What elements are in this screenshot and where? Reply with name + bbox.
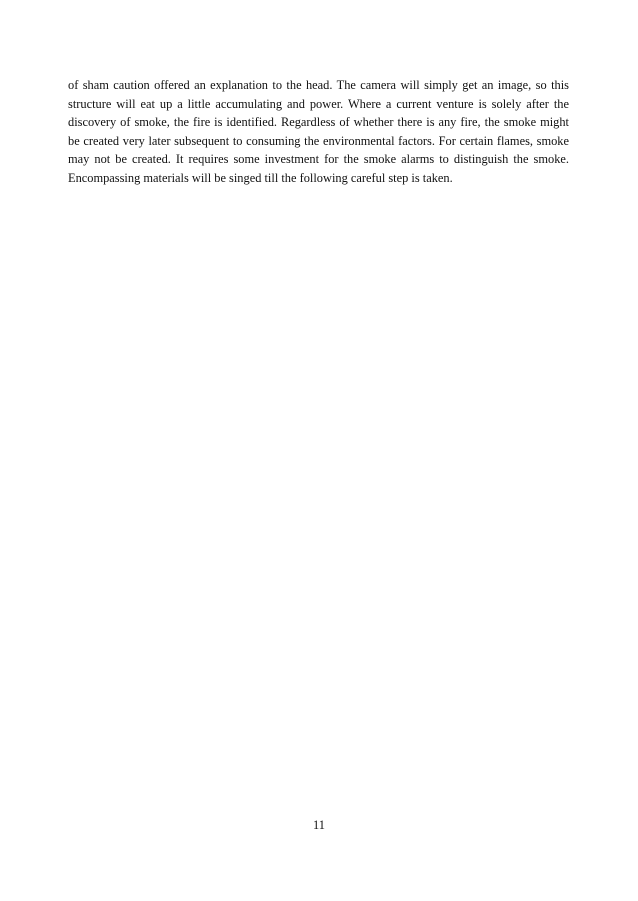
page-number: 11 xyxy=(313,818,325,832)
body-paragraph: of sham caution offered an explanation to the head. The camera will simply get an image, so this structure will eat up a little accumulating and power. Where a current venture is solely after the discovery of smoke, the fire is identified. Regardless of whether there is any fire, the smoke might be created very later subsequent to consuming the environmental factors. For certain flames, smoke may not be created. It requires some investment for the smoke alarms to distinguish the smoke. Encompassing materials will be singed till the following careful step is taken. xyxy=(68,78,569,185)
